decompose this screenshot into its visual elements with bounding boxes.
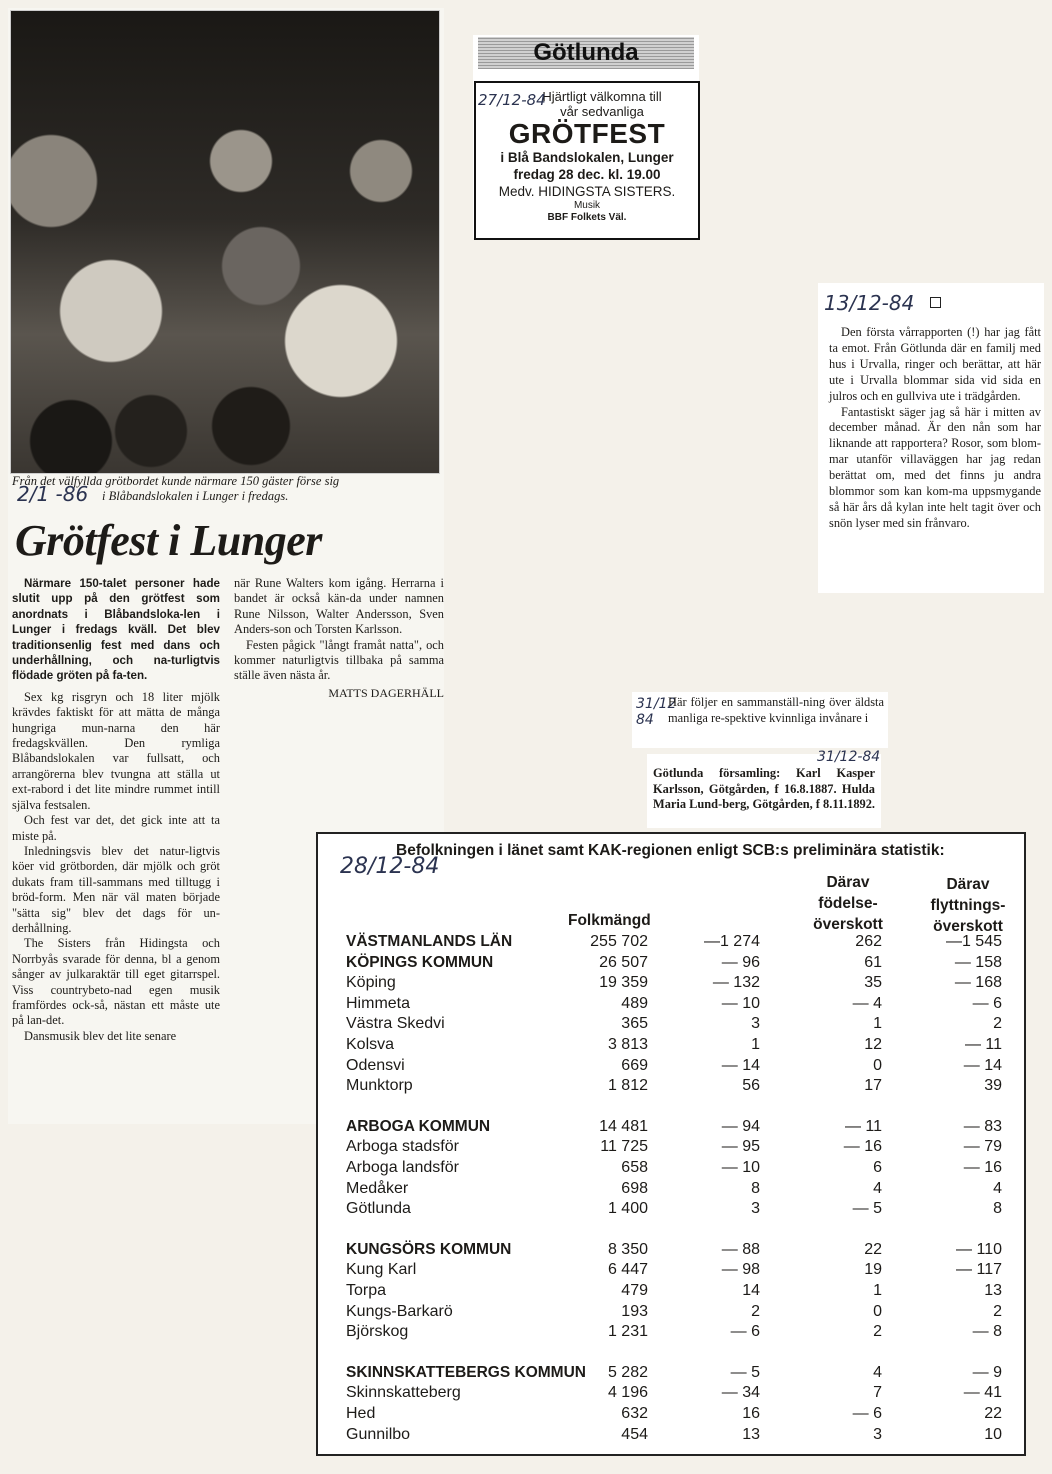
cell-pop: 11 725	[600, 1138, 648, 1156]
header-fodelse: Därav födelse-överskott	[813, 874, 883, 933]
article-paragraph: när Rune Walters kom igång. Herrarna i bandet är också kän-da under namnen Rune Nilsson, Walter Andersson, Sven Anders-son och Torsten Karlsson.	[234, 576, 444, 637]
caption-line-1: Från det välfyllda grötbordet kunde närmare 150 gäster förse sig	[12, 474, 340, 488]
cell-d1: 14	[742, 1282, 760, 1299]
ad-title: GRÖTFEST	[508, 118, 666, 149]
cell-d1: 56	[742, 1077, 760, 1095]
cell-pop: 479	[621, 1282, 648, 1299]
article-paragraph: The Sisters från Hidingsta och Norrbyås svarade för denna, bl a genom sånger av julkaraktär till eget gitarrspel. Viss countrybeto-nad egen musik framfördes ock-så, nästan ett måste ute på lan-det.	[12, 936, 220, 1028]
cell-d3: — 16	[963, 1159, 1002, 1176]
cell-pop: 669	[621, 1056, 648, 1074]
ad-place: i Blå Bandslokalen, Lunger	[500, 150, 674, 165]
cell-name: Björskog	[346, 1323, 409, 1341]
ad-header: Götlunda	[478, 37, 694, 69]
cell-d3: 22	[984, 1405, 1002, 1422]
table-title: Befolkningen i länet samt KAK-regionen enligt SCB:s preliminära statistik:	[396, 842, 945, 859]
cell-d2: 1	[873, 1015, 882, 1033]
cell-d1: — 132	[712, 974, 760, 992]
article-column-left	[12, 576, 220, 1044]
cell-pop: 698	[621, 1179, 648, 1197]
cell-d1: — 96	[721, 953, 760, 971]
handwritten-date: 31/12-84	[817, 749, 881, 765]
cell-d3: 2	[993, 1015, 1002, 1033]
cell-d3: — 41	[963, 1384, 1002, 1402]
cell-d2: 6	[873, 1159, 882, 1176]
table-row	[318, 1056, 1018, 1076]
table-row	[318, 1363, 1018, 1383]
article-paragraph: Sex kg risgryn och 18 liter mjölk krävdes faktiskt för att mätta de många hungriga mun-narna den här fredagskvällen. Den rymliga Blåbandslokalen var fullsatt, och arrangörerna blev tvungna att ställa ut ext-rabord i det lite mindre rummet intill själva festsalen.	[12, 689, 220, 812]
cell-pop: 19 359	[599, 974, 648, 992]
cell-d3: — 11	[964, 1036, 1002, 1053]
article-lead: Närmare 150-talet personer hade slutit upp på den grötfest som anordnats i Blåbandsloka-len i Lunger i fredags kväll. Det blev traditionsenlig fest med dans och underhållning, och na-turligtvis flödade gröten på fa-ten.	[12, 577, 220, 683]
cell-d1: — 14	[721, 1056, 760, 1074]
cell-d1: 3	[751, 1015, 760, 1033]
table-row	[318, 1035, 1018, 1055]
cell-d2: 35	[864, 974, 882, 992]
cell-d2: 61	[864, 953, 882, 971]
party-photo	[10, 10, 440, 474]
cell-name: Odensvi	[346, 1056, 405, 1074]
note-paragraph: Fantastiskt säger jag så här i mitten av december månad. Är den nån som har liknande att rapportera? Rosor, som blom-mar utanför villaväggen har jag redan berättat om, med det finns ju andra blommor som kan kom-ma uppsmygande så här års då kylan inte helt tagit över och snön lyser med sin frånvaro.	[829, 404, 1041, 530]
cell-name: KÖPINGS KOMMUN	[346, 953, 494, 971]
table-row	[318, 1302, 1018, 1322]
caption-line-2: i Blåbandslokalen i Lunger i fredags.	[102, 489, 289, 503]
cell-name: Himmeta	[346, 994, 411, 1012]
square-icon	[930, 297, 941, 308]
cell-d2: — 5	[852, 1200, 882, 1218]
cell-d2: 0	[873, 1056, 882, 1074]
elder-text: Götlunda församling: Karl Kasper Karlsson, Götgården, f 16.8.1887. Hulda Maria Lund-berg, Götgården, f 8.11.1892.	[653, 766, 875, 811]
cell-d3: 10	[984, 1425, 1002, 1443]
cell-d1: — 5	[730, 1363, 760, 1381]
cell-pop: 489	[621, 994, 648, 1012]
cell-d2: 4	[873, 1179, 882, 1197]
table-row	[318, 1117, 1018, 1137]
cell-d2: — 16	[843, 1138, 882, 1156]
handwritten-date: 2/1 -86	[17, 482, 89, 506]
cell-d1: 1	[751, 1036, 760, 1053]
cell-name: SKINNSKATTEBERGS KOMMUN	[346, 1363, 586, 1381]
cell-d2: 7	[873, 1384, 882, 1402]
cell-pop: 255 702	[590, 933, 648, 950]
handwritten-date: 27/12-84	[478, 91, 546, 109]
table-row	[318, 1281, 1018, 1301]
cell-name: Kungs-Barkarö	[346, 1302, 453, 1320]
cell-pop: 6 447	[607, 1261, 648, 1279]
table-row	[318, 1240, 1018, 1260]
cell-d1: — 6	[730, 1323, 760, 1341]
cell-name: Torpa	[346, 1282, 387, 1299]
cell-pop: 365	[621, 1015, 648, 1033]
cell-name: ARBOGA KOMMUN	[346, 1117, 491, 1135]
cell-pop: 4 196	[607, 1384, 648, 1402]
cell-pop: 193	[621, 1302, 648, 1320]
table-row	[318, 1014, 1018, 1034]
table-row	[318, 1322, 1018, 1342]
table-row	[318, 1076, 1018, 1096]
cell-d3: 2	[993, 1302, 1002, 1320]
article-headline: Grötfest i Lunger	[15, 516, 322, 565]
cell-name: Gunnilbo	[346, 1425, 411, 1443]
cell-name: Köping	[346, 974, 396, 992]
table-row	[318, 1158, 1018, 1178]
cell-d2: — 6	[852, 1405, 882, 1422]
cell-d2: — 11	[844, 1117, 882, 1135]
cell-d3: — 110	[956, 1240, 1002, 1258]
article-paragraph: Festen pågick "långt framåt natta", och kommer naturligtvis tillbaka på samma ställe även nästa år.	[234, 637, 444, 683]
cell-name: Medåker	[346, 1179, 409, 1197]
cell-d2: 22	[864, 1240, 882, 1258]
table-row	[318, 1179, 1018, 1199]
cell-d3: — 6	[972, 994, 1002, 1012]
cell-name: VÄSTMANLANDS LÄN	[346, 933, 513, 950]
cell-name: Munktorp	[346, 1077, 413, 1095]
cell-d3: — 83	[963, 1117, 1002, 1135]
handwritten-date: 31/12 84	[636, 696, 677, 728]
ad-line: Hjärtligt välkomna till	[542, 89, 662, 104]
ad-box	[474, 81, 700, 240]
table-row	[318, 1260, 1018, 1280]
cell-d2: 19	[864, 1261, 882, 1279]
cell-name: Arboga stadsför	[346, 1138, 459, 1156]
cell-name: Hed	[346, 1405, 376, 1422]
cell-d1: — 88	[721, 1240, 760, 1258]
cell-pop: 14 481	[599, 1117, 648, 1135]
handwritten-date: 28/12-84	[340, 854, 440, 879]
table-row	[318, 994, 1018, 1014]
table-row	[318, 1199, 1018, 1219]
cell-name: Götlunda	[346, 1200, 411, 1218]
cell-d2: 0	[873, 1302, 882, 1320]
table-row	[318, 1137, 1018, 1157]
byline: MATTS DAGERHÄLL	[328, 685, 444, 700]
article-paragraph: Inledningsvis blev det natur-ligtvis köer vid grötborden, där mjölk och gröt dukats fram till-sammans med tilltugg i bröd-form. Men när väl maten började "sätta sig" blev det dags för un-derhållning.	[12, 843, 220, 935]
cell-d1: 8	[751, 1179, 760, 1197]
cell-d2: 12	[864, 1036, 882, 1053]
cell-d1: — 94	[721, 1117, 760, 1135]
cell-d2: 2	[873, 1323, 882, 1341]
article-paragraph: Och fest var det, det gick inte att ta miste på.	[12, 813, 220, 843]
article-paragraph: Dansmusik blev det lite senare	[24, 1028, 177, 1043]
cell-pop: 1 400	[607, 1200, 648, 1218]
ad-performers: Medv. HIDINGSTA SISTERS.	[498, 184, 676, 199]
ad-line: vår sedvanliga	[560, 104, 644, 119]
cell-pop: 5 282	[607, 1363, 648, 1381]
photo-caption	[12, 474, 438, 504]
table-row	[318, 1425, 1018, 1445]
cell-pop: 1 231	[607, 1323, 648, 1341]
cell-name: Arboga landsför	[346, 1159, 459, 1176]
cell-pop: 454	[621, 1425, 648, 1443]
cell-name: Kolsva	[346, 1036, 395, 1053]
cell-pop: 26 507	[599, 953, 648, 971]
table-row	[318, 1383, 1018, 1403]
cell-d3: 8	[993, 1200, 1002, 1218]
cell-d1: — 10	[721, 994, 760, 1012]
cell-d1: —1 274	[703, 933, 760, 950]
elder-intro: Här följer en sammanställ-ning över äldsta manliga re-spektive kvinnliga invånare i	[668, 695, 884, 725]
cell-pop: 8 350	[607, 1240, 648, 1258]
table-row	[318, 932, 1018, 952]
note-paragraph: Den första vårrapporten (!) har jag fått ta emot. Från Götlunda där en familj med hus i Urvalla, ringer och berättar, att här ute i Urvalla blommar sida vid sida en julros och en gullviva ute i trädgården.	[829, 325, 1041, 403]
cell-pop: 1 812	[607, 1077, 648, 1095]
cell-d3: — 117	[956, 1261, 1002, 1279]
article-column-right	[234, 576, 444, 701]
cell-d1: 13	[742, 1425, 760, 1443]
cell-d1: 3	[751, 1200, 760, 1218]
elder-list-clipping	[647, 749, 881, 828]
table-row	[318, 973, 1018, 993]
cell-name: Skinnskatteberg	[346, 1384, 461, 1402]
cell-d3: 13	[984, 1282, 1002, 1299]
cell-name: Västra Skedvi	[346, 1015, 445, 1033]
cell-d2: 17	[864, 1077, 882, 1095]
cell-d3: — 14	[963, 1056, 1002, 1074]
cell-d3: — 158	[954, 953, 1002, 971]
cell-d1: — 95	[721, 1138, 760, 1156]
cell-d3: 39	[984, 1077, 1002, 1095]
cell-pop: 658	[621, 1159, 648, 1176]
cell-pop: 632	[621, 1405, 648, 1422]
cell-d1: — 98	[721, 1261, 760, 1279]
ad-music: Musik	[573, 200, 601, 211]
header-folkmangd: Folkmängd	[568, 912, 651, 929]
cell-d3: — 8	[972, 1323, 1002, 1341]
cell-d1: — 10	[721, 1159, 760, 1176]
table-row	[318, 953, 1018, 973]
population-table	[316, 832, 1026, 1456]
cell-d2: 1	[873, 1282, 882, 1299]
ad-organizer: BBF Folkets Väl.	[547, 212, 627, 223]
header-flyttning: Därav flyttnings-överskott	[930, 876, 1006, 935]
handwritten-date: 13/12-84	[824, 291, 915, 315]
cell-d3: — 9	[972, 1363, 1002, 1381]
ad-time: fredag 28 dec. kl. 19.00	[513, 167, 661, 182]
cell-d2: 4	[873, 1363, 882, 1381]
cell-name: KUNGSÖRS KOMMUN	[346, 1240, 512, 1258]
cell-d3: — 168	[954, 974, 1002, 992]
cell-name: Kung Karl	[346, 1261, 417, 1279]
elder-intro-clipping	[632, 692, 888, 748]
event-ad	[473, 35, 699, 238]
cell-d1: — 34	[721, 1384, 760, 1402]
table-row	[318, 1404, 1018, 1424]
cell-d2: — 4	[852, 994, 882, 1012]
cell-d2: 262	[855, 933, 882, 950]
cell-d3: — 79	[963, 1138, 1002, 1156]
cell-pop: 3 813	[607, 1036, 648, 1053]
cell-d2: 3	[873, 1425, 882, 1443]
spring-report-clipping	[818, 283, 1044, 593]
cell-d1: 2	[751, 1302, 760, 1320]
cell-d3: 4	[993, 1179, 1002, 1197]
cell-d1: 16	[742, 1405, 760, 1422]
cell-d3: —1 545	[945, 933, 1002, 950]
